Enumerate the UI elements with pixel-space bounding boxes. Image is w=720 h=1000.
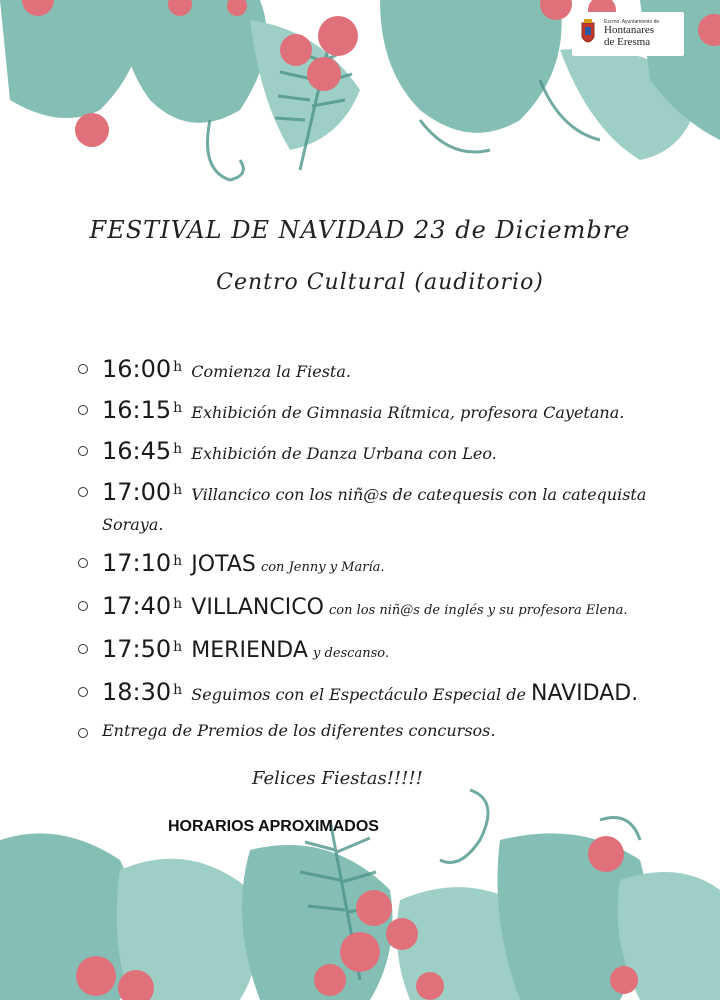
event-venue: Centro Cultural (auditorio) — [216, 270, 544, 295]
schedule-time: 16:45 — [102, 437, 172, 465]
schedule-text: y descanso. — [313, 646, 389, 661]
schedule-text: con los niñ@s de inglés y su profesora Elena. — [328, 603, 628, 618]
schedule-text: Exhibición de Gimnasia Rítmica, profesora Cayetana. — [191, 403, 625, 422]
schedule-list — [78, 352, 648, 752]
logo-subtitle: Excmo. Ayuntamiento de — [604, 18, 660, 25]
coat-of-arms-icon — [578, 17, 598, 51]
logo-line-2: de Eresma — [604, 35, 651, 48]
bullet-icon — [78, 364, 88, 374]
schedule-text: Exhibición de Danza Urbana con Leo. — [191, 444, 497, 463]
schedule-item — [78, 475, 648, 540]
schedule-time: 17:00 — [102, 478, 172, 506]
schedule-item — [78, 675, 648, 710]
schedule-item — [78, 632, 648, 669]
schedule-hour-suffix: h — [173, 596, 183, 612]
schedule-hour-suffix: h — [173, 553, 183, 569]
schedule-time: 17:10 — [102, 549, 172, 577]
bullet-icon — [78, 601, 88, 611]
schedule-highlight: VILLANCICO — [191, 595, 324, 620]
logo-line-1: Hontanares — [604, 24, 655, 37]
schedule-hour-suffix: h — [173, 639, 183, 655]
holiday-greeting: Felices Fiestas!!!!! — [252, 768, 423, 789]
schedule-item — [78, 352, 648, 387]
holly-decoration-bottom — [0, 780, 720, 1000]
schedule-text: Seguimos con el Espectáculo Especial de — [191, 685, 526, 704]
schedule-time: 17:40 — [102, 592, 172, 620]
schedule-time: 16:00 — [102, 355, 172, 383]
schedule-highlight: NAVIDAD. — [531, 681, 639, 706]
schedule-highlight: MERIENDA — [191, 638, 308, 663]
approximate-times-note: HORARIOS APROXIMADOS — [168, 818, 379, 835]
schedule-item — [78, 589, 648, 626]
bullet-icon — [78, 687, 88, 697]
schedule-hour-suffix: h — [173, 482, 183, 498]
schedule-text: con Jenny y María. — [260, 560, 385, 575]
schedule-time: 18:30 — [102, 678, 172, 706]
bullet-icon — [78, 558, 88, 568]
schedule-text: Villancico con los niñ@s de catequesis con la catequista Soraya. — [102, 485, 647, 534]
schedule-text: Comienza la Fiesta. — [191, 362, 351, 381]
event-title: FESTIVAL DE NAVIDAD 23 de Diciembre — [89, 216, 631, 244]
schedule-time: 16:15 — [102, 396, 172, 424]
schedule-item — [78, 716, 648, 746]
bullet-icon — [78, 446, 88, 456]
bullet-icon — [78, 644, 88, 654]
bullet-icon — [78, 405, 88, 415]
schedule-item — [78, 393, 648, 428]
schedule-item — [78, 546, 648, 583]
schedule-hour-suffix: h — [173, 441, 183, 457]
schedule-time: 17:50 — [102, 635, 172, 663]
schedule-hour-suffix: h — [173, 359, 183, 375]
schedule-hour-suffix: h — [173, 400, 183, 416]
schedule-item — [78, 434, 648, 469]
bullet-icon — [78, 487, 88, 497]
schedule-hour-suffix: h — [173, 682, 183, 698]
schedule-highlight: JOTAS — [191, 552, 256, 577]
schedule-text: Entrega de Premios de los diferentes concursos. — [102, 721, 496, 740]
town-hall-logo — [572, 12, 684, 56]
bullet-icon — [78, 728, 88, 738]
